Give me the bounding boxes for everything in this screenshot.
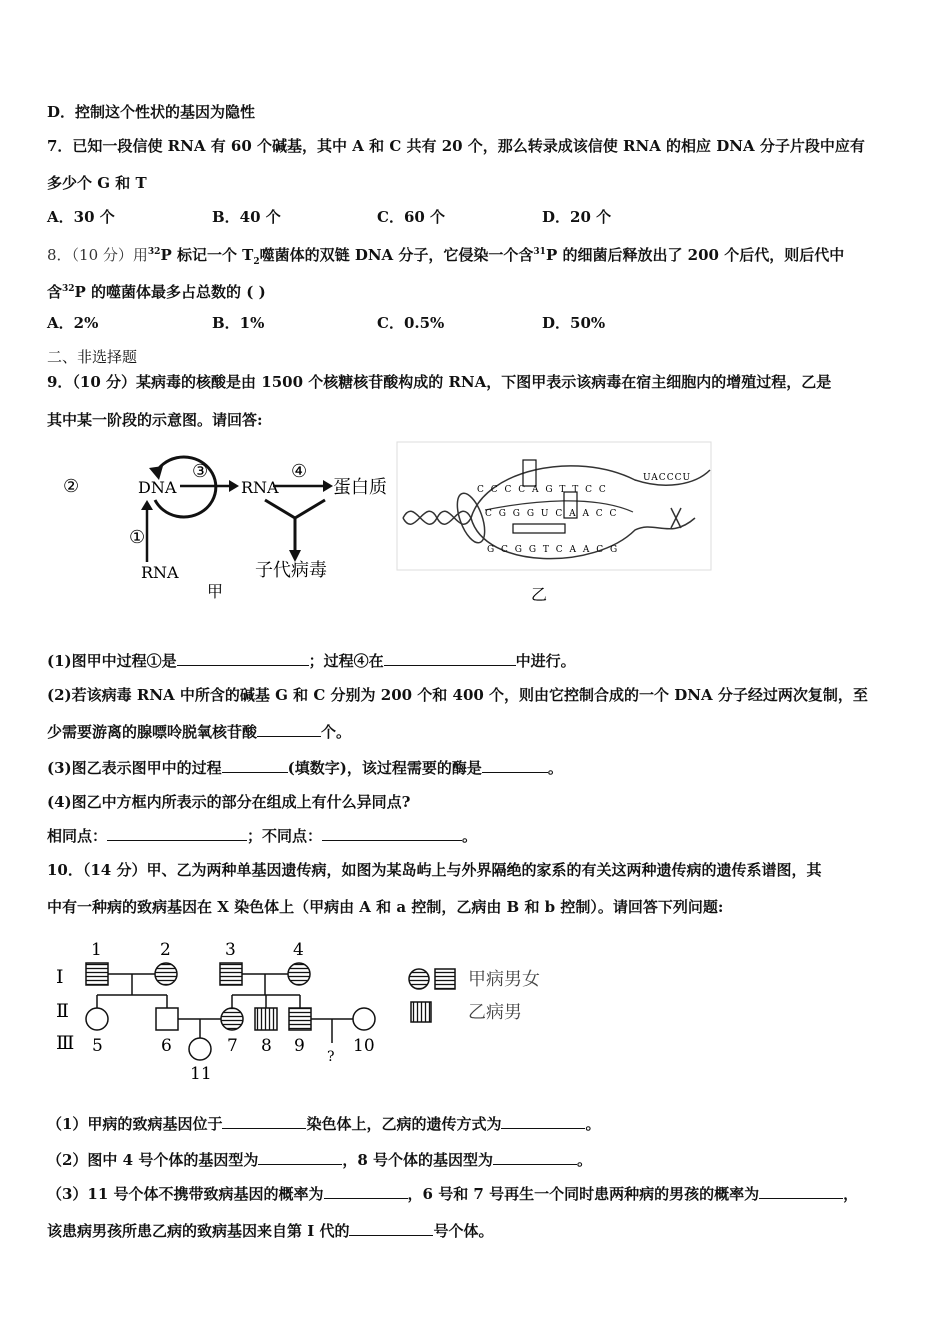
q8-suffix: P 的细菌后释放出了 200 个后代，则后代中 [545, 246, 845, 264]
answer-blank[interactable] [322, 826, 462, 841]
gen-label-III: Ⅲ [56, 1032, 75, 1054]
q10-sub3-2b: 号个体。 [433, 1222, 494, 1240]
helix-right-cross [671, 508, 681, 528]
individual-7 [221, 1008, 243, 1030]
q9-sub1-b: ；过程④在 [308, 652, 384, 670]
individual-3 [220, 963, 242, 985]
label-rna-source: RNA [141, 563, 179, 582]
answer-blank[interactable] [222, 758, 288, 773]
q8-option-a: A．2% [47, 314, 99, 332]
q6-option-d: D．控制这个性状的基因为隐性 [47, 103, 256, 121]
individual-1 [86, 963, 108, 985]
q8-mid2: 噬菌体的双链 DNA 分子，它侵染一个含 [259, 246, 534, 264]
q10-sub1-a: （1）甲病的致病基因位于 [47, 1115, 223, 1133]
q9-sub1-a: (1)图甲中过程①是 [47, 652, 177, 670]
figure-yi [395, 440, 715, 610]
q7-text-line1: 7．已知一段信使 RNA 有 60 个碱基，其中 A 和 C 共有 20 个，那么转录成该信使 RNA 的相应 DNA 分子片段中应有 [47, 137, 865, 155]
q9-sub2-line2 [47, 722, 907, 742]
id-6: 6 [161, 1036, 172, 1056]
answer-blank[interactable] [257, 722, 321, 737]
answer-blank[interactable] [493, 1150, 577, 1165]
arrow-4-head [323, 480, 333, 492]
q10-sub3-line1 [47, 1184, 907, 1204]
id-10: 10 [353, 1036, 375, 1056]
q9-text-line2: 其中某一阶段的示意图。请回答: [47, 411, 263, 429]
label-circle-1: ① [129, 527, 146, 548]
q8-sub2: 2 [253, 257, 260, 267]
id-3: 3 [225, 940, 236, 960]
q7-option-d: D．20 个 [542, 208, 612, 226]
unknown-child-mark: ? [327, 1049, 335, 1065]
id-5: 5 [92, 1036, 103, 1056]
q9-sub3-c: 。 [547, 759, 563, 777]
label-circle-3: ③ [192, 461, 209, 482]
individual-4 [288, 963, 310, 985]
legend-label-jia: 甲病男女 [468, 969, 540, 990]
q9-sub1 [47, 651, 907, 671]
individual-10 [353, 1008, 375, 1030]
q8-line2-prefix: 含 [47, 283, 63, 301]
answer-blank[interactable] [177, 651, 309, 666]
q9-sub2-b: 个。 [321, 723, 352, 741]
individual-8 [255, 1008, 277, 1030]
answer-blank[interactable] [501, 1114, 585, 1129]
answer-blank[interactable] [324, 1184, 408, 1199]
q8-option-d: D．50% [542, 314, 606, 332]
q10-sub3-line2 [47, 1221, 907, 1241]
individual-2 [155, 963, 177, 985]
individual-9 [289, 1008, 311, 1030]
q9-sub3-b: (填数字)，该过程需要的酶是 [287, 759, 482, 777]
legend-male-yi [411, 1002, 431, 1022]
q8-sup32b: 32 [62, 284, 75, 294]
legend-label-yi: 乙病男 [468, 1002, 522, 1023]
label-rna: RNA [241, 478, 279, 497]
arrow-3-head [229, 480, 239, 492]
arrow-1-head [141, 500, 153, 510]
individual-5 [86, 1008, 108, 1030]
q10-sub3-2a: 该患病男孩所患乙病的致病基因来自第 Ⅰ 代的 [47, 1222, 350, 1240]
id-2: 2 [160, 940, 171, 960]
rna-sequence: C G G G U C A A C C [485, 509, 619, 519]
q8-sup32a: 32 [147, 247, 161, 257]
answer-blank[interactable] [759, 1184, 843, 1199]
q7-text-line2: 多少个 G 和 T [47, 174, 147, 192]
q9-same-c: 。 [462, 827, 478, 845]
answer-blank[interactable] [349, 1221, 433, 1236]
legend-female-jia [409, 969, 429, 989]
label-circle-2: ② [63, 476, 80, 497]
q9-sub1-c: 中进行。 [515, 652, 576, 670]
q9-sub3-a: (3)图乙表示图甲中的过程 [47, 759, 222, 777]
label-jia: 甲 [207, 582, 224, 601]
q7-option-c: C．60 个 [377, 208, 446, 226]
individual-6 [156, 1008, 178, 1030]
id-8: 8 [261, 1036, 272, 1056]
q7-option-a: A．30 个 [47, 208, 115, 226]
id-9: 9 [294, 1036, 305, 1056]
answer-blank[interactable] [482, 758, 548, 773]
q8-option-b: B．1% [212, 314, 265, 332]
q10-sub3-b: ，6 号和 7 号再生一个同时患两种病的男孩的概率为 [407, 1185, 760, 1203]
answer-blank[interactable] [107, 826, 247, 841]
id-1: 1 [91, 940, 102, 960]
q8-text-line1 [47, 242, 907, 272]
answer-blank[interactable] [258, 1150, 342, 1165]
q9-same-a: 相同点： [47, 827, 108, 845]
label-protein: 蛋白质 [333, 477, 387, 498]
q10-sub2-b: ，8 号个体的基因型为 [342, 1151, 493, 1169]
q9-same-diff [47, 826, 907, 846]
q10-sub2-a: （2）图中 4 号个体的基因型为 [47, 1151, 259, 1169]
q10-sub3-a: （3）11 号个体不携带致病基因的概率为 [47, 1185, 324, 1203]
q10-sub2 [47, 1150, 907, 1170]
q10-sub2-c: 。 [577, 1151, 593, 1169]
label-circle-4: ④ [291, 461, 308, 482]
answer-blank[interactable] [222, 1114, 306, 1129]
q10-text-line2: 中有一种病的致病基因在 X 染色体上（甲病由 A 和 a 控制，乙病由 B 和 b 控制）。请回答下列问题: [47, 898, 724, 916]
q10-sub1 [47, 1114, 907, 1134]
q9-sub2-a: 少需要游离的腺嘌呤脱氧核苷酸 [47, 723, 258, 741]
answer-blank[interactable] [384, 651, 516, 666]
section-heading: 二、非选择题 [47, 348, 138, 366]
q9-sub3 [47, 758, 907, 778]
tail-sequence: UACCCU [643, 473, 692, 483]
gen-label-II: Ⅱ [56, 1000, 69, 1022]
id-11: 11 [190, 1064, 212, 1084]
q8-option-c: C．0.5% [377, 314, 445, 332]
q9-sub2-line1: (2)若该病毒 RNA 中所含的碱基 G 和 C 分别为 200 个和 400 个，则由它控制合成的一个 DNA 分子经过两次复制，至 [47, 686, 868, 704]
q9-same-b: ；不同点： [247, 827, 323, 845]
pedigree-chart [48, 935, 588, 1085]
id-7: 7 [227, 1036, 238, 1056]
individual-11 [189, 1038, 211, 1060]
q9-sub4: (4)图乙中方框内所表示的部分在组成上有什么异同点? [47, 793, 411, 811]
label-dna: DNA [138, 478, 177, 497]
top-sequence: C C C C A G T T C C [477, 485, 608, 495]
assembly-lines [265, 500, 325, 552]
q10-sub3-c: ， [843, 1185, 859, 1203]
q8-sup31: 31 [533, 247, 546, 257]
id-4: 4 [293, 940, 304, 960]
q10-sub1-c: 。 [585, 1115, 601, 1133]
gen-label-I: Ⅰ [56, 966, 64, 988]
label-yi: 乙 [531, 585, 548, 604]
q8-line2-suffix: P 的噬菌体最多占总数的 ( ) [74, 283, 266, 301]
q9-text-line1: 9．（10 分）某病毒的核酸是由 1500 个核糖核苷酸构成的 RNA，下图甲表示该病毒在宿主细胞内的增殖过程，乙是 [47, 373, 832, 391]
q7-option-b: B．40 个 [212, 208, 281, 226]
q10-sub1-b: 染色体上，乙病的遗传方式为 [306, 1115, 502, 1133]
figure-jia [55, 440, 395, 610]
bottom-sequence: G C G G T C A A C G [487, 545, 620, 555]
q8-prefix: 8．（10 分）用 [47, 246, 148, 264]
q10-text-line1: 10．（14 分）甲、乙为两种单基因遗传病，如图为某岛屿上与外界隔绝的家系的有关这两种遗传病的遗传系谱图，其 [47, 861, 822, 879]
q8-text-line2 [47, 279, 907, 302]
box-long [513, 524, 565, 533]
q8-mid1: P 标记一个 T [160, 246, 254, 264]
label-progeny: 子代病毒 [255, 560, 327, 581]
legend-male-jia [435, 969, 455, 989]
